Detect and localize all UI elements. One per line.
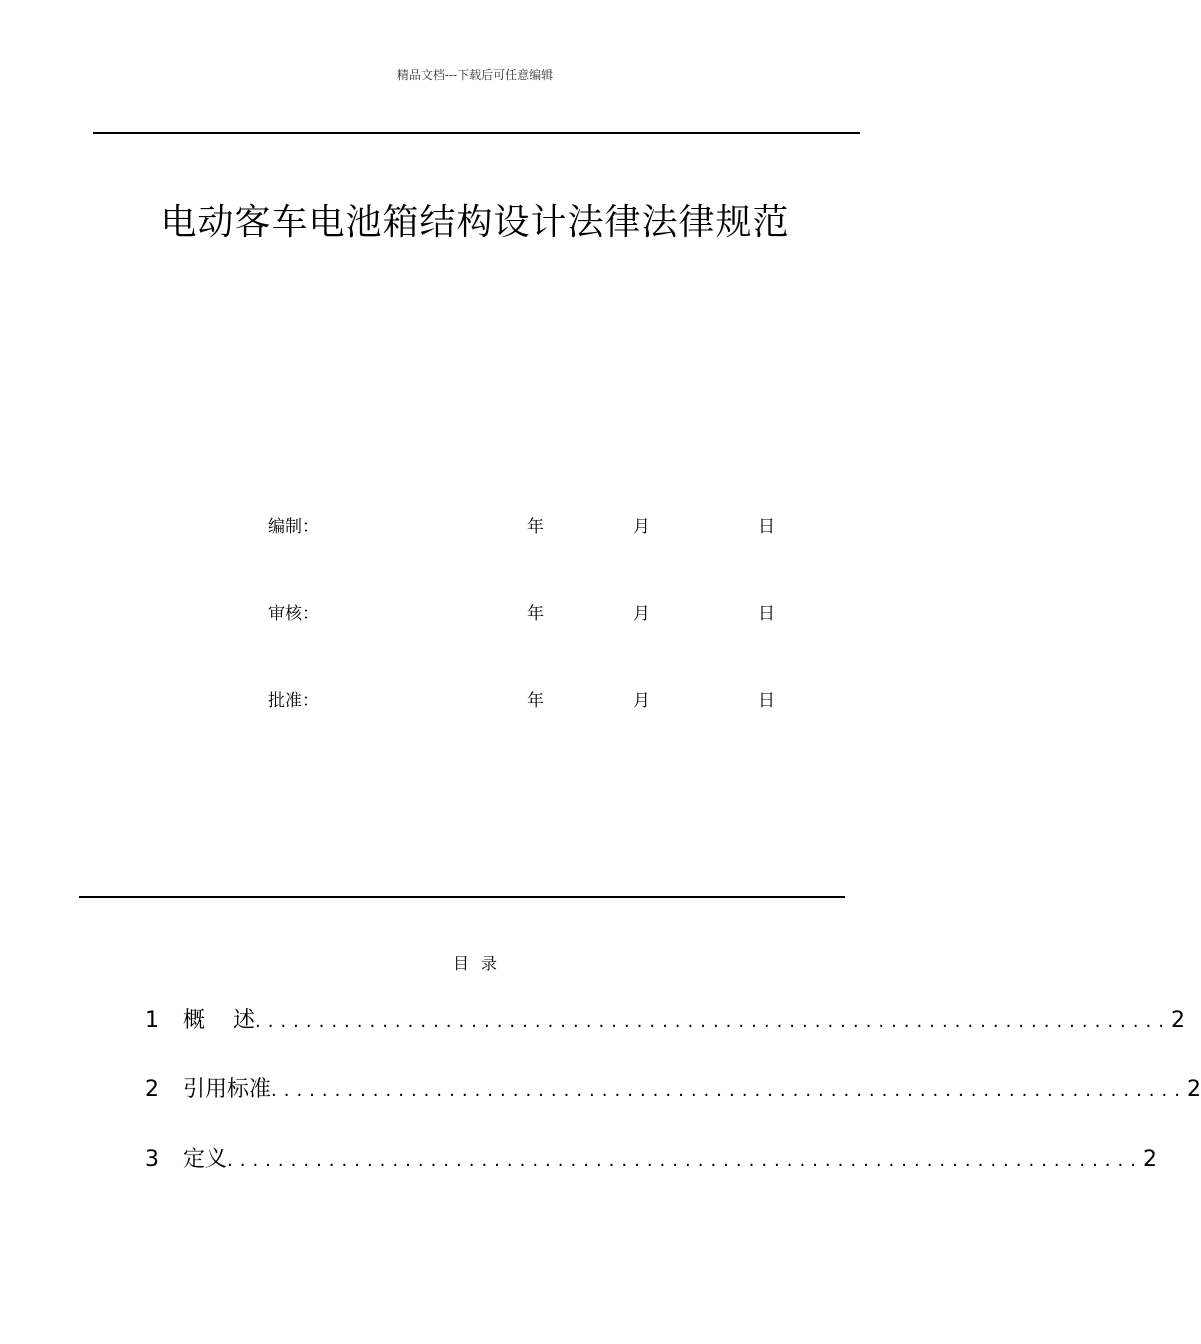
page-header: 精品文档---下载后可任意编辑	[396, 68, 554, 82]
top-divider	[93, 132, 860, 134]
toc-dot-leader: ........................................................................	[227, 1150, 1143, 1171]
signature-day: 日	[758, 604, 775, 624]
toc-dot-leader: ........................................................................	[254, 1011, 1171, 1032]
section-divider	[79, 896, 845, 898]
signature-year: 年	[527, 517, 544, 537]
signature-row-review	[0, 599, 950, 623]
toc-entry-label: 引用标准	[183, 1077, 272, 1102]
signature-year: 年	[527, 604, 544, 624]
toc-entry-number: 2	[145, 1077, 159, 1102]
signature-row-compile	[0, 512, 950, 536]
toc-heading: 目录	[452, 954, 509, 973]
toc-entry-page: 2	[1142, 1147, 1157, 1172]
toc-entry[interactable]	[145, 1003, 1185, 1035]
signature-label: 审核：	[268, 604, 319, 624]
toc-entry-page: 2	[1186, 1077, 1201, 1102]
signature-label: 编制：	[268, 517, 319, 537]
toc-entry[interactable]	[145, 1072, 1201, 1104]
signature-row-approve	[0, 686, 950, 710]
signature-month: 月	[633, 604, 650, 624]
document-title: 电动客车电池箱结构设计法律法律规范	[160, 202, 790, 243]
signature-month: 月	[633, 691, 650, 711]
toc-entry[interactable]	[145, 1142, 1157, 1174]
toc-entry-page: 2	[1170, 1008, 1185, 1033]
signature-month: 月	[633, 517, 650, 537]
toc-entry-number: 1	[145, 1008, 159, 1033]
toc-entry-label: 定义	[183, 1147, 228, 1172]
signature-day: 日	[758, 517, 775, 537]
toc-entry-label: 概 述	[183, 1008, 255, 1033]
signature-day: 日	[758, 691, 775, 711]
toc-entry-number: 3	[145, 1147, 159, 1172]
signature-label: 批准：	[268, 691, 319, 711]
toc-dot-leader: ........................................................................	[271, 1080, 1187, 1101]
signature-year: 年	[527, 691, 544, 711]
